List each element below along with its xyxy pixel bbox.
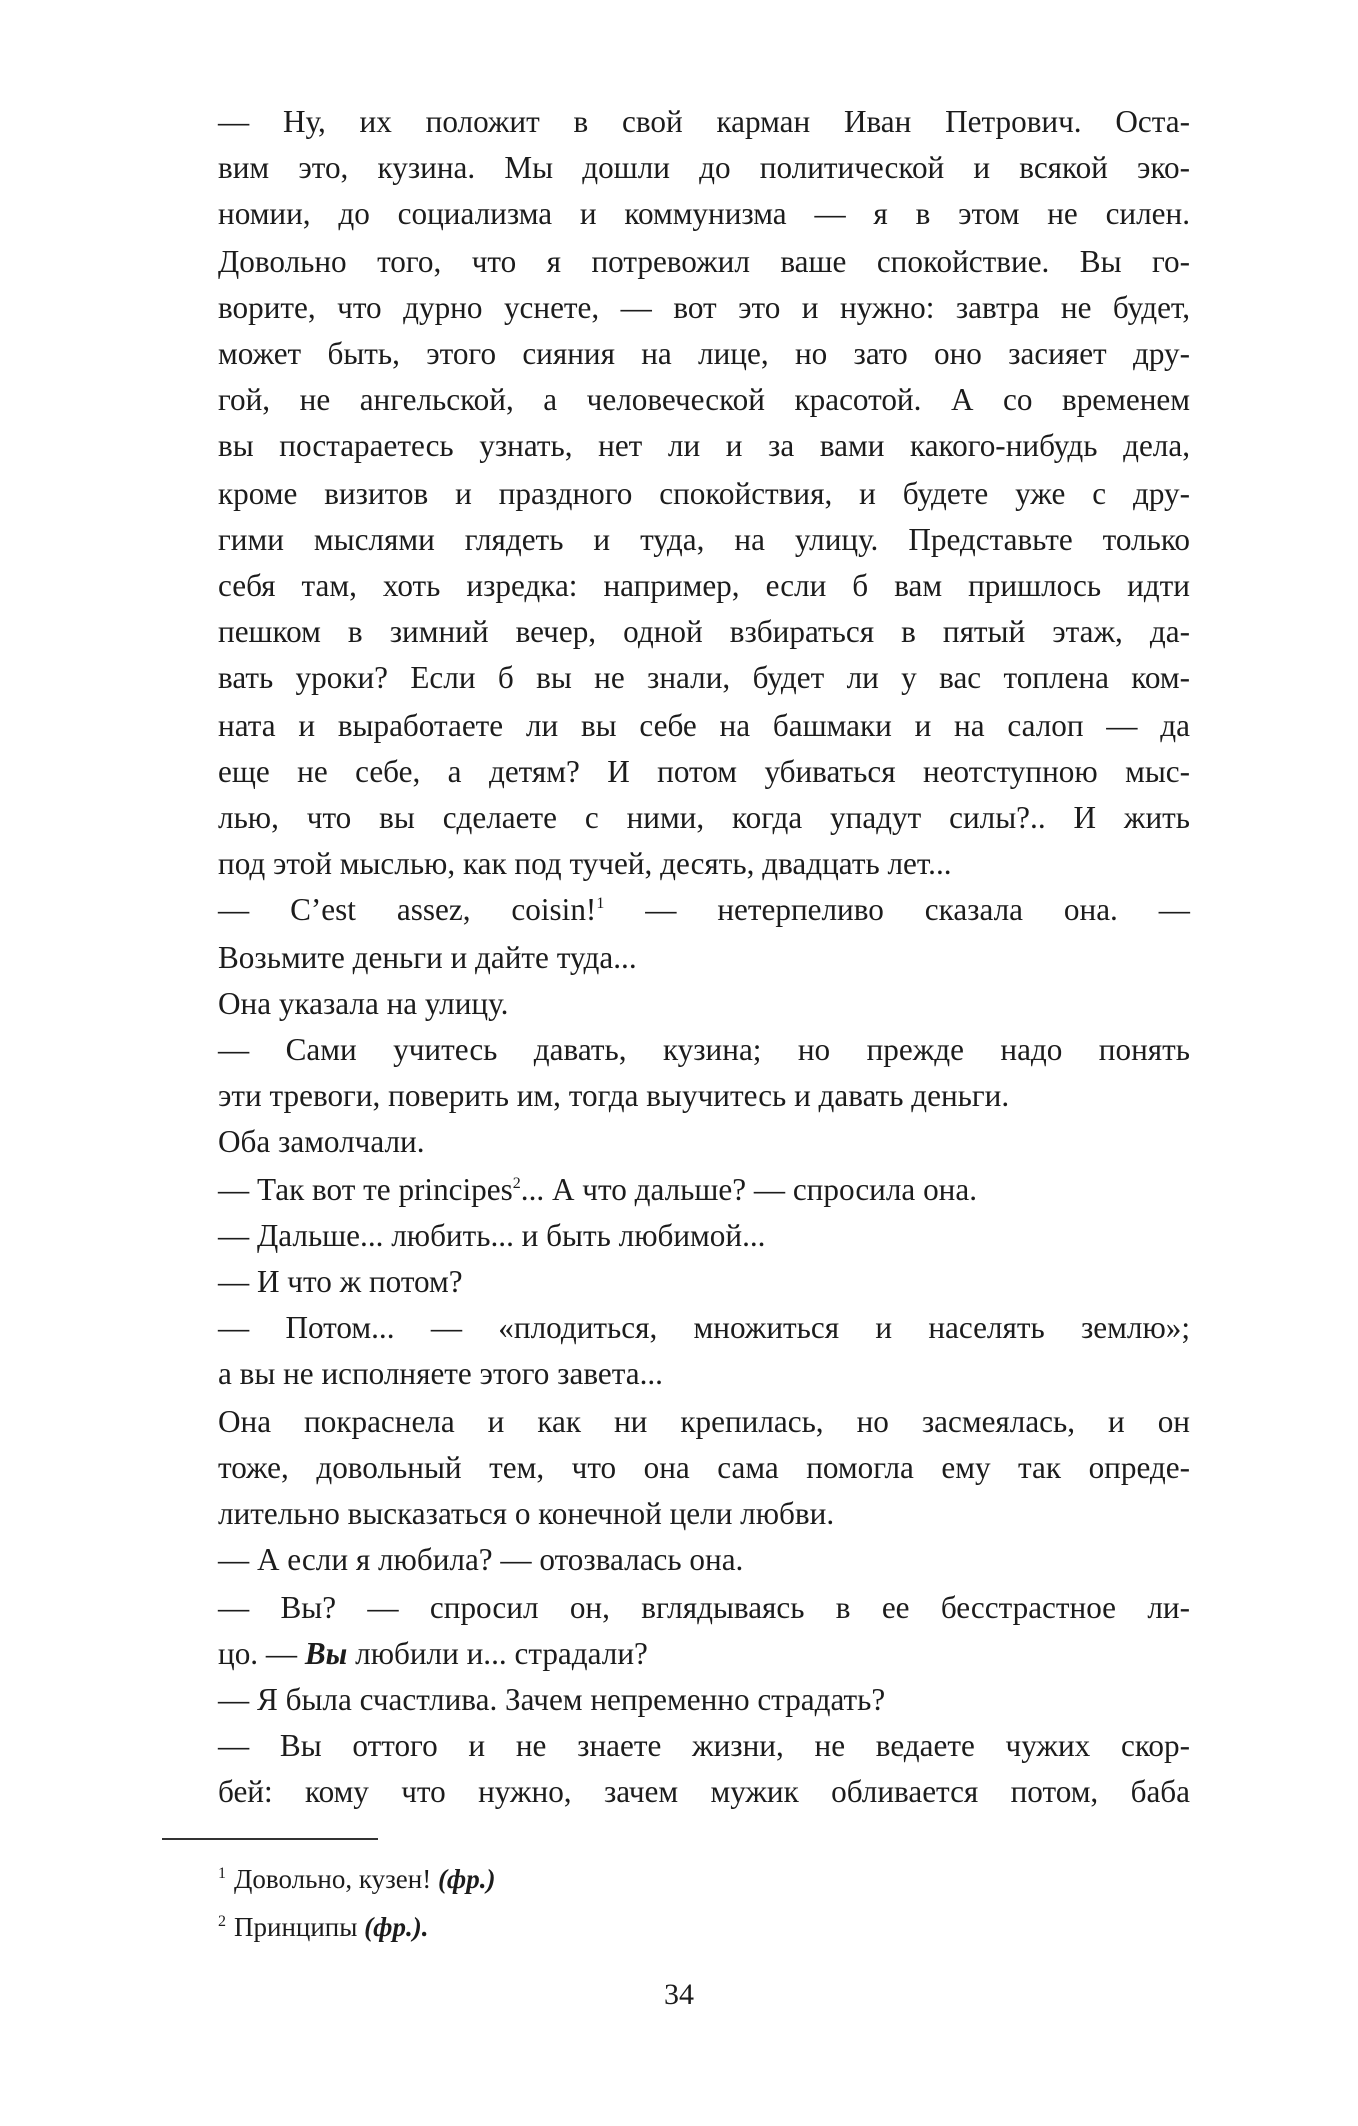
paragraph [162,1307,1190,1400]
paragraph [162,1260,1190,1306]
text-line: Оба замолчали. [218,1126,425,1161]
paragraph [162,1121,1190,1167]
text-line: пешком в зимний вечер, одной взбираться в пятый этаж, да- [218,616,1190,651]
footnote-divider [162,1838,378,1840]
footnote-mark: 2 [218,1912,226,1930]
emphasis: Вы [304,1637,348,1672]
text-line: гими мыслями глядеть и туда, на улицу. Представьте только [218,523,1190,558]
text-line: Она покраснела и как ни крепилась, но засмеялась, и он [218,1405,1190,1440]
text-line: — Потом... — «плодиться, множиться и населять землю»; [218,1312,1190,1347]
text-line: — Я была счастлива. Зачем непременно страдать? [218,1683,886,1718]
text-line: — А если я любила? — отозвалась она. [218,1544,744,1579]
footnote-source: (фр.). [364,1912,429,1942]
text-run: любили и... страдали? [347,1637,648,1672]
text-line: тоже, довольный тем, что она сама помогла ему так опреде- [218,1451,1190,1486]
text-run: — нетерпеливо сказала она. — [604,894,1190,929]
text-run: — C’est assez, coisin! [218,894,597,929]
paragraph [162,982,1190,1028]
text-line: а вы не исполняете этого завета... [218,1358,663,1393]
paragraph [162,1214,1190,1260]
text-line [162,1167,1190,1213]
footnote-ref: 2 [512,1173,521,1192]
paragraph [162,100,1190,889]
text-line: — И что ж потом? [218,1266,463,1301]
footnote-text: Принципы [234,1912,365,1942]
text-line: еще не себе, а детям? И потом убиваться неотступною мыс- [218,755,1190,790]
text-line: Возьмите деньги и дайте туда... [218,941,637,976]
footnote [218,1900,496,1948]
paragraph [162,1399,1190,1538]
paragraph [162,1678,1190,1724]
footnote-mark: 1 [218,1864,226,1882]
paragraph [162,1167,1190,1213]
text-line: вы постараетесь узнать, нет ли и за вами какого-нибудь дела, [218,430,1190,465]
footnote-ref: 1 [596,894,605,913]
page-number: 34 [664,1980,694,2012]
text-line: лью, что вы сделаете с ними, когда упадут силы?.. И жить [218,802,1190,837]
paragraph [162,889,1190,982]
text-line: — Ну, их положит в свой карман Иван Петрович. Оста- [218,106,1190,140]
text-line: — Дальше... любить... и быть любимой... [218,1219,766,1254]
paragraph [162,1724,1190,1817]
text-line [162,1631,1190,1677]
text-run: — Так вот те principes [218,1173,513,1208]
text-line: кроме визитов и праздного спокойствия, и будете уже с дру- [218,477,1190,512]
text-line: ната и выработаете ли вы себе на башмаки и на салоп — да [218,709,1190,744]
text-line: ворите, что дурно уснете, — вот это и нужно: завтра не будет, [218,291,1190,326]
text-line: Довольно того, что я потревожил ваше спокойствие. Вы го- [218,245,1190,280]
text-line [162,889,1190,935]
text-line: бей: кому что нужно, зачем мужик обливается потом, баба [218,1776,1190,1811]
footnotes [218,1852,496,1948]
body-text [162,100,1190,1817]
paragraph [162,1585,1190,1678]
paragraph [162,1539,1190,1585]
text-line: вать уроки? Если б вы не знали, будет ли у вас топлена ком- [218,662,1190,697]
text-line: может быть, этого сияния на лице, но зато оно засияет дру- [218,338,1190,373]
text-line: — Сами учитесь давать, кузина; но прежде надо понять [218,1034,1190,1069]
text-line: Она указала на улицу. [218,987,509,1022]
text-line: — Вы оттого и не знаете жизни, не ведаете чужих скор- [218,1730,1190,1765]
footnote-text: Довольно, кузен! [234,1864,438,1894]
text-line: лительно высказаться о конечной цели любви. [218,1498,835,1533]
text-run: цо. — [218,1637,305,1672]
text-line: себя там, хоть изредка: например, если б вам пришлось идти [218,570,1190,605]
text-line: вим это, кузина. Мы дошли до политической и всякой эко- [218,152,1190,187]
text-line: эти тревоги, поверить им, тогда выучитесь и давать деньги. [218,1080,1010,1115]
paragraph [162,1028,1190,1121]
footnote [218,1852,496,1900]
text-line: под этой мыслью, как под тучей, десять, двадцать лет... [218,848,952,883]
text-run: ... А что дальше? — спросила она. [520,1173,977,1208]
text-line: номии, до социализма и коммунизма — я в этом не силен. [218,198,1190,233]
text-line: гой, не ангельской, а человеческой красотой. А со временем [218,384,1190,419]
footnote-source: (фр.) [437,1864,496,1894]
text-line: — Вы? — спросил он, вглядываясь в ее бесстрастное ли- [218,1591,1190,1625]
